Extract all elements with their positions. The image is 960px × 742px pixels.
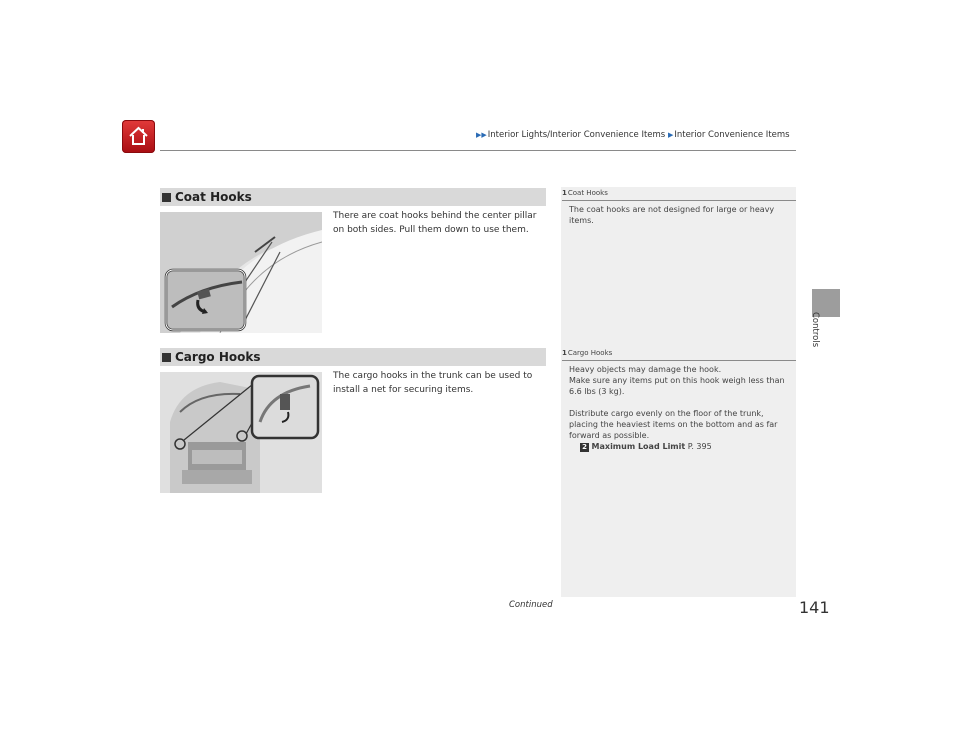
square-bullet-icon: [162, 353, 171, 362]
note-marker: 1: [562, 189, 567, 197]
chapter-tab-label: Controls: [810, 312, 820, 348]
cargo-hooks-heading: [160, 348, 546, 366]
note-line: Make sure any items put on this hook weigh less than 6.6 lbs (3 kg).: [569, 376, 785, 396]
note-line: Distribute cargo evenly on the floor of the trunk, placing the heaviest items on the bottom and as far forward as possible.: [569, 409, 778, 440]
note-text-cargo-hooks: [569, 364, 789, 452]
note-title: Coat Hooks: [567, 189, 608, 197]
note-title: Cargo Hooks: [567, 349, 613, 357]
arrow-reference-icon: 2: [580, 443, 589, 452]
note-text-coat-hooks: The coat hooks are not designed for large or heavy items.: [569, 205, 775, 225]
home-icon: [127, 125, 150, 148]
cargo-hooks-body: The cargo hooks in the trunk can be used to install a net for securing items.: [333, 371, 533, 395]
note-heading-coat-hooks: [562, 189, 608, 197]
cargo-hooks-title: Cargo Hooks: [175, 350, 261, 364]
header-divider: [160, 150, 796, 151]
breadcrumb-link-interior-lights[interactable]: Interior Lights/Interior Convenience Items: [487, 130, 666, 140]
coat-hooks-heading: [160, 188, 546, 206]
page-number: 141: [799, 598, 830, 617]
coat-hooks-title: Coat Hooks: [175, 190, 252, 204]
square-bullet-icon: [162, 193, 171, 202]
continued-label: Continued: [509, 600, 553, 610]
note-divider: [562, 200, 796, 201]
coat-hooks-body: There are coat hooks behind the center pillar on both sides. Pull them down to use them.: [333, 211, 537, 235]
reference-link[interactable]: [569, 441, 789, 452]
reference-label: Maximum Load Limit: [591, 442, 686, 451]
cargo-hook-illustration: [160, 372, 322, 493]
breadcrumb-arrow-icon: ▶▶: [476, 131, 487, 139]
note-line: Heavy objects may damage the hook.: [569, 365, 722, 374]
note-marker: 1: [562, 349, 567, 357]
home-button[interactable]: [122, 120, 155, 153]
reference-page: P. 395: [687, 442, 712, 451]
breadcrumb-arrow-icon: ▶: [667, 131, 674, 139]
note-divider: [562, 360, 796, 361]
coat-hook-illustration: [160, 212, 322, 333]
breadcrumb-link-convenience-items[interactable]: Interior Convenience Items: [674, 130, 790, 140]
note-heading-cargo-hooks: [562, 349, 612, 357]
breadcrumb: [476, 130, 790, 140]
